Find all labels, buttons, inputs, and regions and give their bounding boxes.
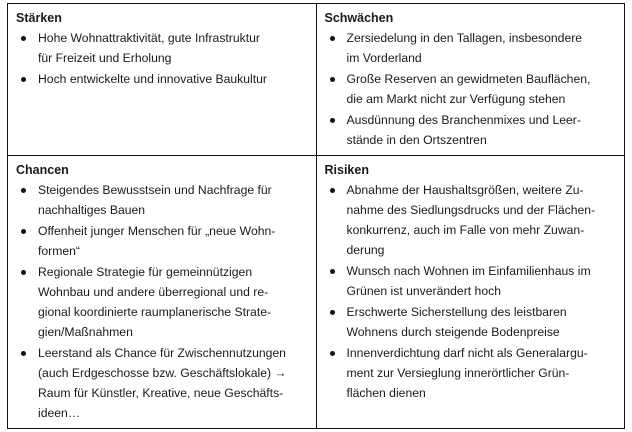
- item-text-line: die am Markt nicht zur Verfügung stehen: [346, 92, 566, 106]
- list-item: [16, 343, 310, 423]
- list-item: [325, 261, 619, 301]
- bullet-icon: [21, 270, 26, 275]
- cell-staerken: [8, 4, 317, 156]
- list-item: [16, 180, 310, 220]
- list-item: [325, 180, 619, 260]
- list-item: [16, 69, 310, 89]
- swot-table: [7, 3, 625, 429]
- item-text-line: nahme des Siedlungsdrucks und der Flächen-: [346, 203, 596, 217]
- item-text-line: gien/Maßnahmen: [38, 325, 133, 339]
- item-text-line: Raum für Künstler, Kreative, neue Geschäfts-: [38, 386, 284, 400]
- cell-risiken: [316, 156, 625, 429]
- list-item: [325, 69, 619, 109]
- bullet-icon: [330, 77, 335, 82]
- item-text-line: formen“: [38, 244, 80, 258]
- bullet-icon: [330, 118, 335, 123]
- bullet-list: [16, 28, 310, 89]
- bullet-list: [16, 180, 310, 423]
- item-text-line: Hoch entwickelte und innovative Baukultur: [38, 72, 267, 86]
- list-item: [16, 221, 310, 261]
- cell-chancen: [8, 156, 317, 429]
- cell-heading: Stärken: [16, 11, 62, 25]
- item-text-line: Steigendes Bewusstsein und Nachfrage für: [38, 183, 272, 197]
- list-item: [325, 302, 619, 342]
- list-item: [325, 28, 619, 68]
- bullet-icon: [21, 36, 26, 41]
- item-text-line: Grünen ist unverändert hoch: [346, 284, 501, 298]
- cell-heading: Chancen: [16, 163, 69, 177]
- item-text-line: Innenverdichtung darf nicht als Generalargu-: [346, 346, 588, 360]
- item-text-line: nachhaltiges Bauen: [38, 203, 146, 217]
- item-text-line: Wunsch nach Wohnen im Einfamilienhaus im: [346, 264, 591, 278]
- item-text-line: Regionale Strategie für gemeinnützigen: [38, 265, 253, 279]
- cell-heading: Risiken: [324, 163, 369, 177]
- item-text-line: Leerstand als Chance für Zwischennutzungen: [38, 346, 286, 360]
- item-text-line: Hohe Wohnattraktivität, gute Infrastruktur: [38, 31, 260, 45]
- bullet-icon: [330, 351, 335, 356]
- item-text-line: gional koordinierte raumplanerische Strate-: [38, 305, 272, 319]
- bullet-icon: [330, 310, 335, 315]
- list-item: [16, 262, 310, 342]
- item-text-line: ideen…: [38, 406, 81, 420]
- item-text-line: Wohnbau und andere überregional und re-: [38, 285, 269, 299]
- item-text-line: Wohnens durch steigende Bodenpreise: [346, 325, 560, 339]
- item-text-line: Erschwerte Sicherstellung des leistbaren: [346, 305, 567, 319]
- bullet-icon: [21, 351, 26, 356]
- bullet-icon: [21, 229, 26, 234]
- item-text-line: Große Reserven an gewidmeten Bauflächen,: [346, 72, 591, 86]
- bullet-list: [325, 180, 619, 403]
- item-text-line: ment zur Versieglung innerörtlicher Grün-: [346, 366, 570, 380]
- bullet-list: [325, 28, 619, 150]
- cell-heading: Schwächen: [324, 11, 394, 25]
- item-text-line: Ausdünnung des Branchenmixes und Leer-: [346, 113, 581, 127]
- bullet-icon: [21, 188, 26, 193]
- bullet-icon: [21, 77, 26, 82]
- item-text-line: stände in den Ortszentren: [346, 133, 487, 147]
- list-item: [325, 110, 619, 150]
- list-item: [325, 343, 619, 403]
- bullet-icon: [330, 188, 335, 193]
- item-text-line: Offenheit junger Menschen für „neue Wohn-: [38, 224, 276, 238]
- item-text-line: (auch Erdgeschosse bzw. Geschäftslokale) →: [38, 366, 287, 380]
- item-text-line: im Vorderland: [346, 51, 422, 65]
- item-text-line: flächen dienen: [346, 386, 426, 400]
- item-text-line: derung: [346, 243, 385, 257]
- item-text-line: konkurrenz, auch im Falle von mehr Zuwan-: [346, 223, 585, 237]
- item-text-line: für Freizeit und Erholung: [38, 51, 172, 65]
- bullet-icon: [330, 269, 335, 274]
- bullet-icon: [330, 36, 335, 41]
- list-item: [16, 28, 310, 68]
- cell-schwaechen: [316, 4, 625, 156]
- item-text-line: Zersiedelung in den Tallagen, insbesondere: [346, 31, 583, 45]
- item-text-line: Abnahme der Haushaltsgrößen, weitere Zu-: [346, 183, 584, 197]
